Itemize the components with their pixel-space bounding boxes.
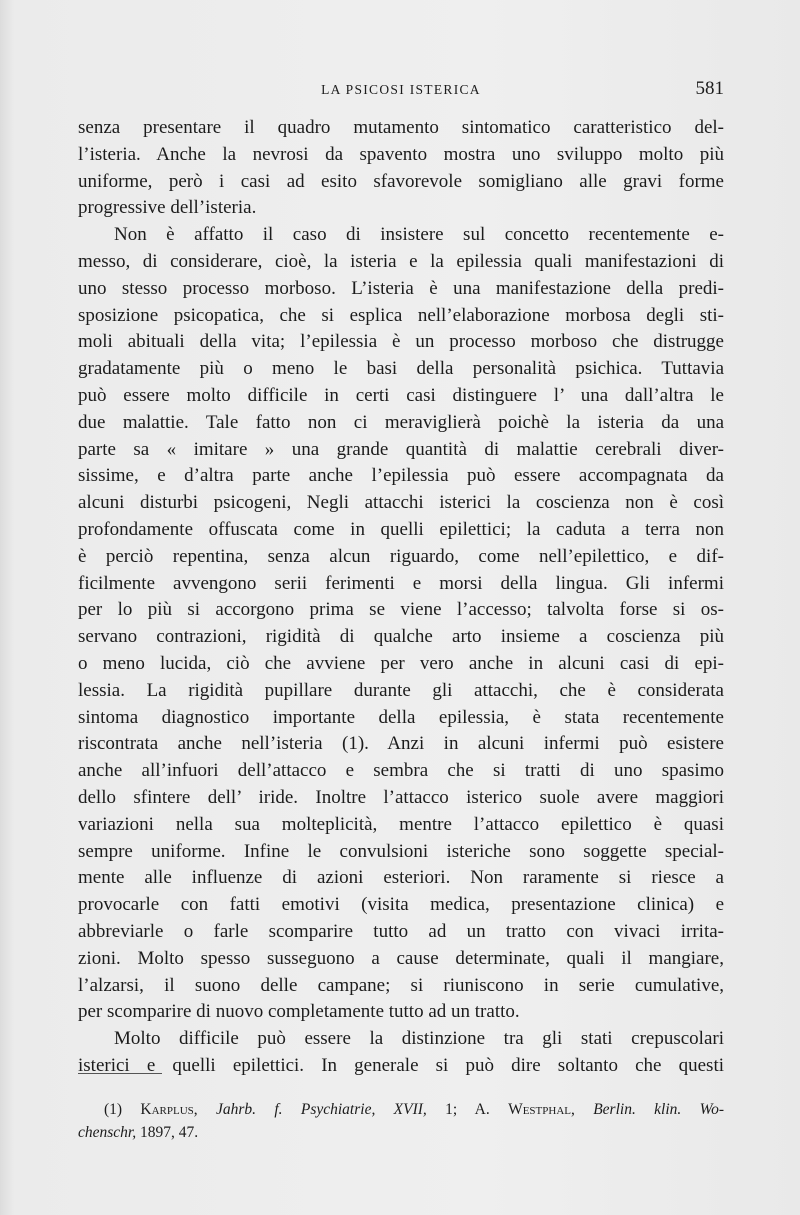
footnote-author: Karplus, (140, 1101, 198, 1118)
footnote-marker: (1) (104, 1101, 123, 1118)
text-line: l’isteria. Anche la nevrosi da spavento mostra uno sviluppo molto più (78, 143, 724, 165)
text-line: sissime, e d’altra parte anche l’epilessia può essere accompagnata da (78, 465, 724, 487)
footnote-line (78, 1098, 724, 1121)
text-line: lessia. La rigidità pupillare durante gli attacchi, che è considerata (78, 679, 724, 701)
running-title: LA PSICOSI ISTERICA (321, 82, 481, 97)
page-number: 581 (695, 78, 724, 99)
footnote-author-initial: A. (474, 1101, 490, 1118)
footnote-reference: 1897, 47. (140, 1124, 199, 1141)
text-line: servano contrazioni, rigidità di qualche arto insieme a coscienza più (78, 626, 724, 648)
text-line: sposizione psicopatica, che si esplica nell’elaborazione morbosa degli sti- (78, 304, 724, 326)
text-line: sempre uniforme. Infine le convulsioni isteriche sono soggette special- (78, 840, 724, 862)
text-line: Non è affatto il caso di insistere sul concetto recentemente e- (114, 224, 724, 246)
text-line: parte sa « imitare » una grande quantità di malattie cerebrali diver- (78, 438, 724, 460)
text-line: sintoma diagnostico importante della epilessia, è stata recentemente (78, 706, 724, 728)
text-line: moli abituali della vita; l’epilessia è un processo morboso che distrugge (78, 331, 724, 353)
text-line: può essere molto difficile in certi casi distinguere l’ una dall’altra le (78, 384, 724, 406)
text-line: anche all’infuori dell’attacco e sembra che si tratti di uno spasimo (78, 760, 724, 782)
text-line: Molto difficile può essere la distinzione tra gli stati crepuscolari (114, 1028, 724, 1050)
footnote-author: Westphal, (508, 1101, 575, 1118)
text-line: per lo più si accorgono prima se viene l’accesso; talvolta forse si os- (78, 599, 724, 621)
text-line: è perciò repentina, senza alcun riguardo, come nell’epilettico, e dif- (78, 545, 724, 567)
text-line: ficilmente avvengono serii ferimenti e morsi della lingua. Gli infermi (78, 572, 724, 594)
text-line: provocarle con fatti emotivi (visita medica, presentazione clinica) e (78, 894, 724, 916)
text-line: isterici e quelli epilettici. In generale si può dire soltanto che questi (78, 1054, 724, 1076)
footnote-divider (78, 1073, 162, 1074)
text-line: messo, di considerare, cioè, la isteria e la epilessia quali manifestazioni di (78, 250, 724, 272)
text-line: due malattie. Tale fatto non ci meraviglierà poichè la isteria da una (78, 411, 724, 433)
text-line: zioni. Molto spesso susseguono a cause determinate, quali il mangiare, (78, 947, 724, 969)
running-header (78, 78, 724, 104)
text-line: abbreviarle o farle scomparire tutto ad un tratto con vivaci irrita- (78, 920, 724, 942)
footnote-journal: Jahrb. f. Psychiatrie, XVII, (215, 1101, 427, 1118)
text-line: gradatamente più o meno le basi della personalità psichica. Tuttavia (78, 358, 724, 380)
text-line: uniforme, però i casi ad esito sfavorevole somigliano alle gravi forme (78, 170, 724, 192)
text-line: dello sfintere dell’ iride. Inoltre l’attacco isterico suole avere maggiori (78, 786, 724, 808)
footnote-journal: Berlin. klin. Wo- (593, 1101, 724, 1118)
text-line: riscontrata anche nell’isteria (1). Anzi in alcuni infermi può esistere (78, 733, 724, 755)
footnote-journal: chenschr, (78, 1124, 137, 1141)
text-line: senza presentare il quadro mutamento sintomatico caratteristico del- (78, 117, 724, 138)
footnote-reference: 1; (445, 1101, 458, 1118)
text-line: o meno lucida, ciò che avviene per vero anche in alcuni casi di epi- (78, 652, 724, 674)
footnote-line (78, 1121, 724, 1144)
text-line: alcuni disturbi psicogeni, Negli attacchi isterici la coscienza non è così (78, 492, 724, 514)
text-line: profondamente offuscata come in quelli epilettici; la caduta a terra non (78, 518, 724, 540)
body-text (78, 115, 724, 1080)
text-line: l’alzarsi, il suono delle campane; si riuniscono in serie cumulative, (78, 974, 724, 996)
text-line: uno stesso processo morboso. L’isteria è una manifestazione della predi- (78, 277, 724, 299)
text-line: per scomparire di nuovo completamente tutto ad un tratto. (78, 1001, 520, 1023)
footnote (78, 1098, 724, 1144)
text-line: variazioni nella sua molteplicità, mentre l’attacco epilettico è quasi (78, 813, 724, 835)
text-line: mente alle influenze di azioni esteriori. Non raramente si riesce a (78, 867, 724, 889)
text-line: progressive dell’isteria. (78, 197, 257, 219)
